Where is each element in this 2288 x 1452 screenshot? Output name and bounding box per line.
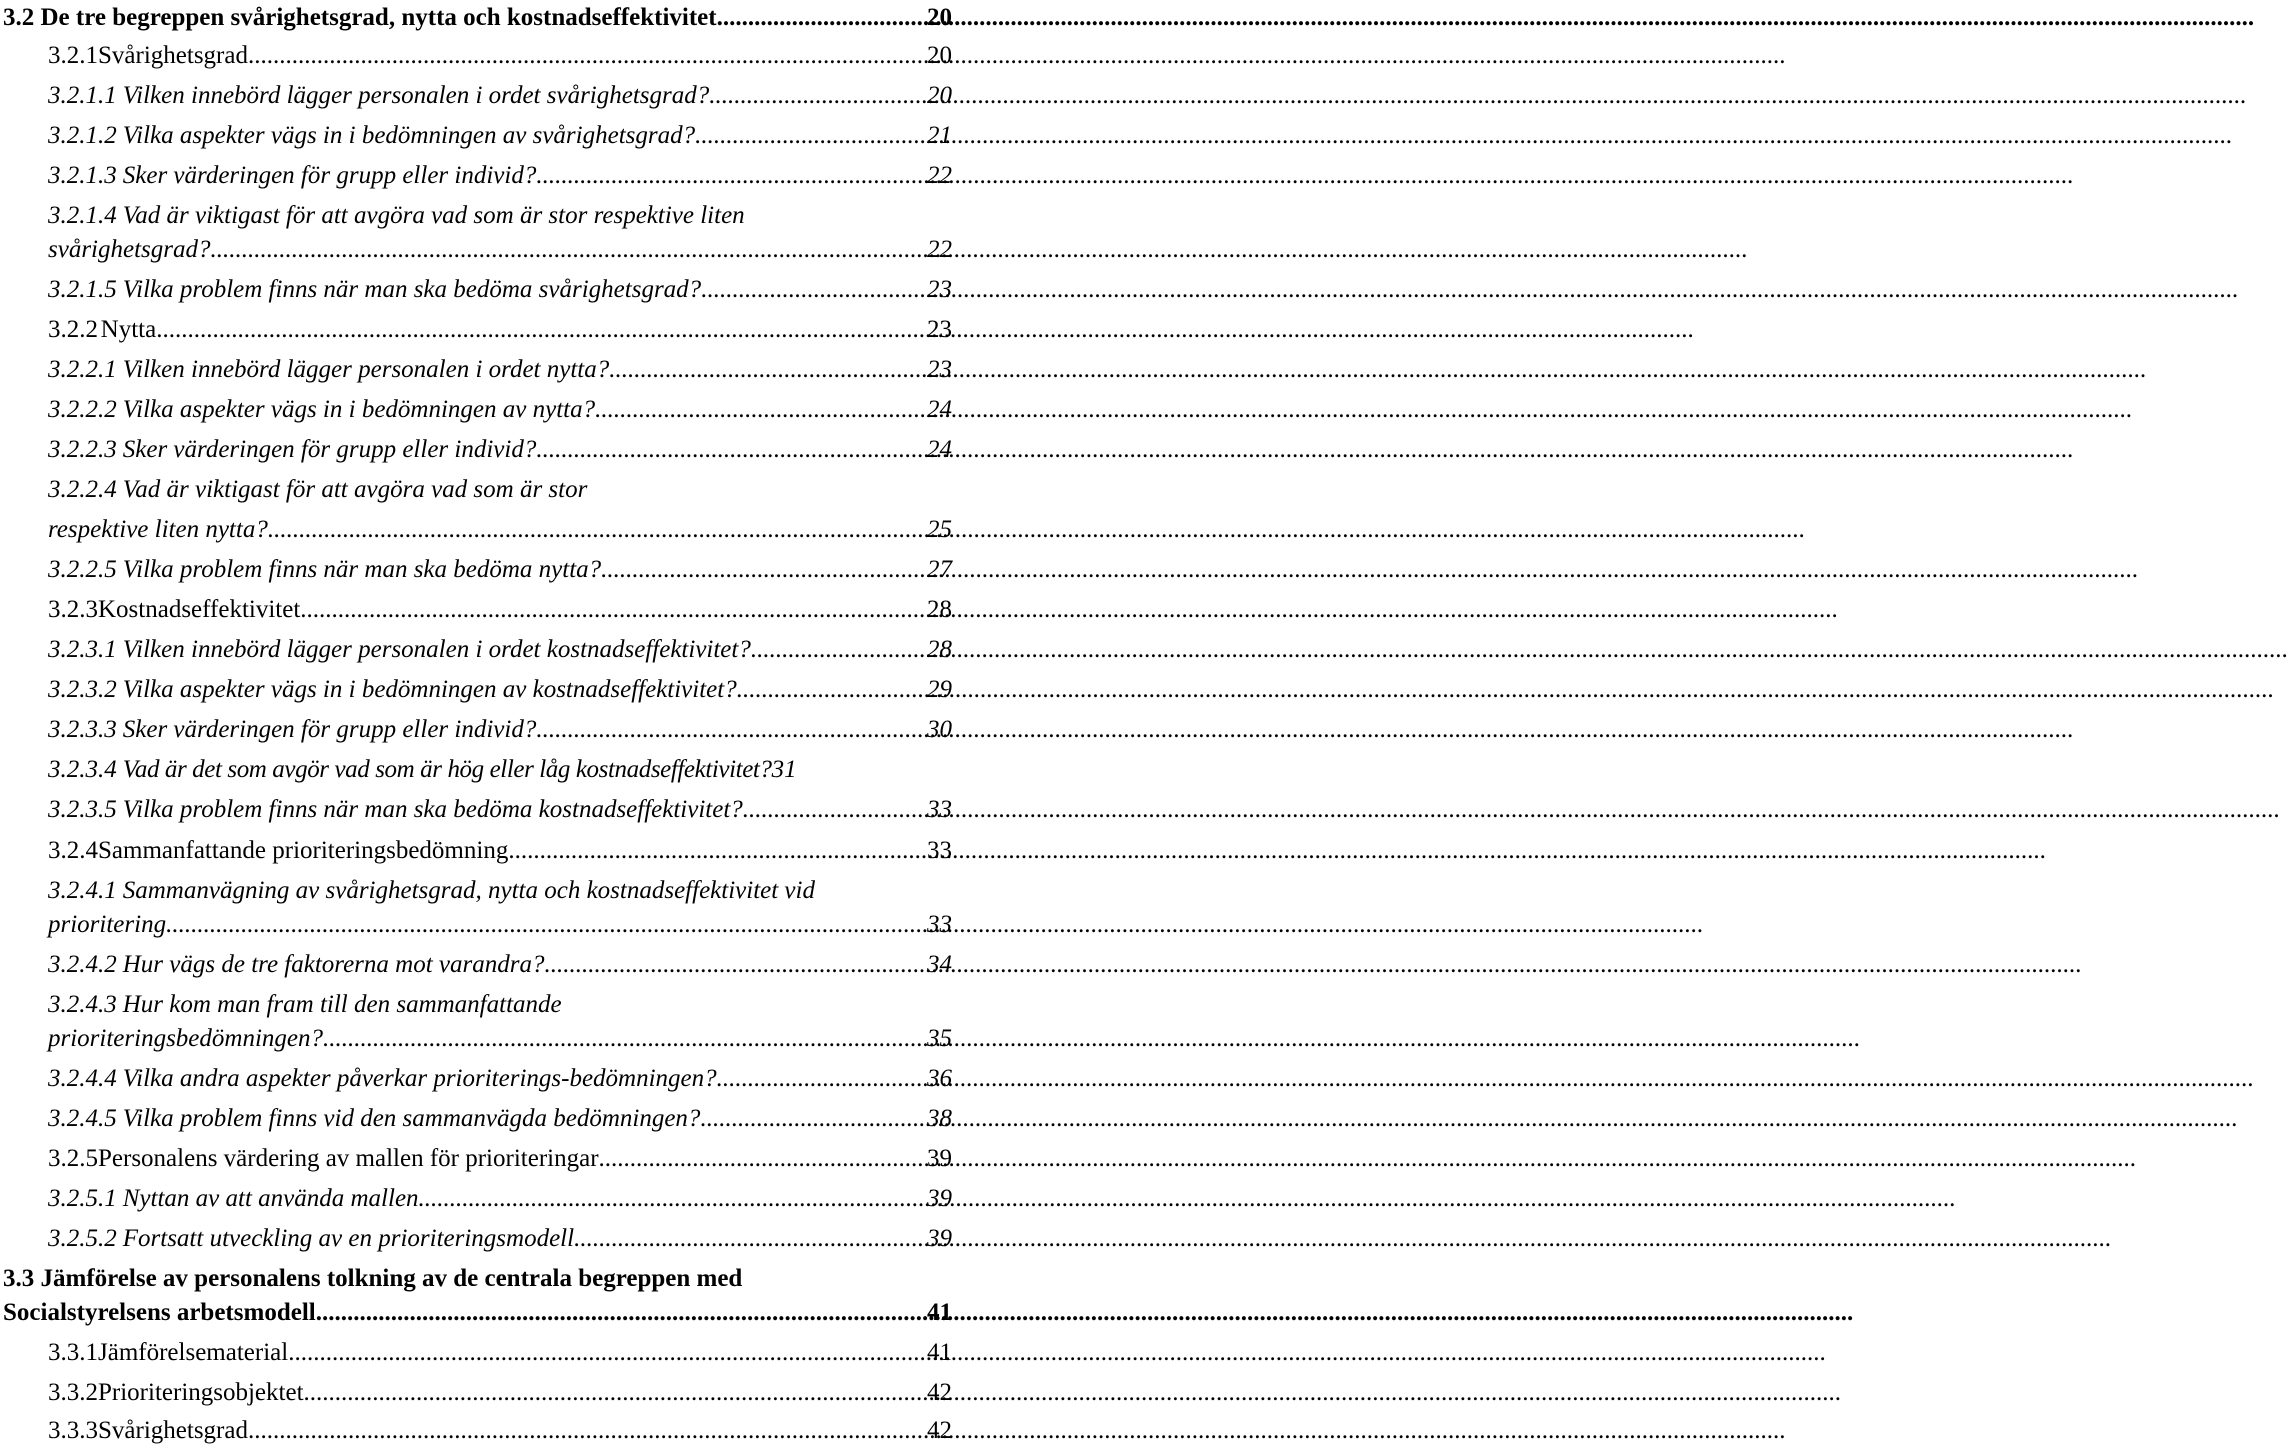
toc-entry[interactable] bbox=[48, 1414, 952, 1448]
toc-entry-number: 3.2.4.4 bbox=[48, 1065, 117, 1092]
toc-entry-page: 42 bbox=[927, 1379, 952, 1406]
toc-leader-dots bbox=[751, 633, 927, 667]
toc-leader-dots bbox=[709, 79, 927, 113]
toc-leader-dots bbox=[166, 908, 927, 942]
toc-leader-dots bbox=[536, 159, 927, 193]
toc-entry[interactable] bbox=[48, 159, 952, 193]
toc-leader-dots bbox=[268, 513, 927, 547]
toc-entry-page: 39 bbox=[927, 1225, 952, 1252]
toc-entry-title: Svårighetsgrad bbox=[98, 42, 248, 69]
toc-entry-title: Vilken innebörd lägger personalen i ordet svårighetsgrad? bbox=[122, 82, 710, 109]
toc-entry[interactable] bbox=[48, 553, 952, 587]
toc-entry-page: 28 bbox=[927, 596, 952, 623]
toc-entry-number: 3.2.4 bbox=[48, 837, 98, 864]
toc-entry[interactable] bbox=[48, 393, 952, 427]
toc-entry-number: 3.2 bbox=[3, 4, 35, 31]
toc-entry-page: 22 bbox=[927, 162, 952, 189]
toc-entry[interactable] bbox=[48, 834, 952, 868]
toc-entry[interactable] bbox=[48, 353, 952, 387]
toc-entry[interactable] bbox=[48, 874, 952, 908]
toc-entry-title: Vilka aspekter vägs in i bedömningen av nytta? bbox=[122, 396, 596, 423]
toc-entry-page: 23 bbox=[927, 316, 952, 343]
toc-entry-title: Hur vägs de tre faktorerna mot varandra? bbox=[122, 951, 545, 978]
toc-entry[interactable] bbox=[48, 199, 952, 233]
toc-entry-title: Svårighetsgrad bbox=[98, 1417, 248, 1444]
toc-entry-page: 20 bbox=[927, 42, 952, 69]
toc-entry-number: 3.2.3.4 bbox=[48, 756, 117, 783]
toc-entry[interactable] bbox=[48, 1222, 952, 1256]
toc-entry-number: 3.2.1 bbox=[48, 42, 98, 69]
toc-entry[interactable] bbox=[48, 473, 952, 507]
toc-entry-title: Hur kom man fram till den sammanfattande bbox=[122, 991, 562, 1018]
toc-entry-number: 3.3.1 bbox=[48, 1339, 98, 1366]
toc-entry-title: Sker värderingen för grupp eller individ? bbox=[122, 162, 537, 189]
toc-leader-dots bbox=[536, 433, 927, 467]
toc-entry-number: 3.2.1.1 bbox=[48, 82, 117, 109]
toc-entry-number: 3.2.3.3 bbox=[48, 716, 117, 743]
toc-entry-page: 33 bbox=[927, 837, 952, 864]
toc-leader-dots bbox=[700, 1102, 927, 1136]
toc-leader-dots bbox=[419, 1182, 927, 1216]
toc-entry[interactable] bbox=[48, 1102, 952, 1136]
toc-entry-title: Vilka andra aspekter påverkar prioriterings-bedömningen? bbox=[122, 1065, 717, 1092]
toc-entry-number: 3.2.5 bbox=[48, 1145, 98, 1172]
toc-entry-page: 33 bbox=[927, 796, 952, 823]
toc-entry-continuation[interactable] bbox=[48, 513, 952, 547]
toc-entry-title: Vad är viktigast för att avgöra vad som är stor bbox=[122, 476, 588, 503]
toc-entry-page: 23 bbox=[927, 276, 952, 303]
toc-entry-title-continued: prioritering bbox=[48, 911, 167, 938]
toc-entry-page: 42 bbox=[927, 1417, 952, 1444]
toc-entry[interactable] bbox=[48, 988, 952, 1022]
toc-entry-number: 3.2.1.3 bbox=[48, 162, 117, 189]
toc-entry[interactable] bbox=[3, 1, 952, 35]
toc-entry-number: 3.3.2 bbox=[48, 1379, 98, 1406]
toc-entry-page: 24 bbox=[927, 396, 952, 423]
toc-entry-number: 3.2.4.1 bbox=[48, 877, 117, 904]
toc-entry-page: 23 bbox=[927, 356, 952, 383]
toc-entry-title: Vilka aspekter vägs in i bedömningen av kostnadseffektivitet? bbox=[122, 676, 737, 703]
toc-entry-page: 25 bbox=[927, 516, 952, 543]
toc-leader-dots bbox=[701, 273, 927, 307]
toc-entry[interactable] bbox=[48, 119, 952, 153]
toc-entry-title-continued: Socialstyrelsens arbetsmodell bbox=[3, 1299, 316, 1326]
toc-entry-title-continued: svårighetsgrad? bbox=[48, 236, 211, 263]
toc-entry-number: 3.2.2.2 bbox=[48, 396, 117, 423]
toc-leader-dots bbox=[211, 233, 928, 267]
toc-entry-page: 35 bbox=[927, 1025, 952, 1052]
toc-leader-dots bbox=[323, 1022, 927, 1056]
toc-leader-dots bbox=[536, 713, 927, 747]
toc-entry-page: 30 bbox=[927, 716, 952, 743]
toc-entry-page: 36 bbox=[927, 1065, 952, 1092]
toc-entry-number: 3.2.5.2 bbox=[48, 1225, 117, 1252]
toc-entry[interactable] bbox=[48, 313, 952, 347]
toc-entry-page: 39 bbox=[927, 1145, 952, 1172]
toc-entry-number: 3.2.2.1 bbox=[48, 356, 117, 383]
toc-entry-number: 3.2.2.3 bbox=[48, 436, 117, 463]
toc-entry-number: 3.2.4.5 bbox=[48, 1105, 117, 1132]
toc-entry-title-continued: respektive liten nytta? bbox=[48, 516, 268, 543]
toc-entry-title: Vilka aspekter vägs in i bedömningen av svårighetsgrad? bbox=[122, 122, 696, 149]
toc-entry-continuation[interactable] bbox=[3, 1296, 952, 1330]
toc-entry-page: 20 bbox=[927, 82, 952, 109]
toc-entry-number: 3.2.3.5 bbox=[48, 796, 117, 823]
toc-leader-dots bbox=[595, 393, 927, 427]
toc-entry-page: 31 bbox=[771, 756, 797, 783]
toc-entry-page: 41 bbox=[927, 1339, 952, 1366]
toc-leader-dots bbox=[156, 313, 927, 347]
toc-leader-dots bbox=[300, 593, 927, 627]
toc-entry-number: 3.2.2 bbox=[48, 316, 98, 343]
toc-leader-dots bbox=[288, 1336, 927, 1370]
toc-entry[interactable] bbox=[3, 1262, 952, 1296]
toc-entry-page: 34 bbox=[927, 951, 952, 978]
toc-entry-number: 3.2.1.5 bbox=[48, 276, 117, 303]
toc-entry-number: 3.2.4.3 bbox=[48, 991, 117, 1018]
toc-entry-title: Vilka problem finns när man ska bedöma kostnadseffektivitet? bbox=[122, 796, 743, 823]
toc-entry-title: Vilka problem finns vid den sammanvägda bedömningen? bbox=[122, 1105, 701, 1132]
toc-entry[interactable] bbox=[48, 713, 952, 747]
toc-entry-title: Vilken innebörd lägger personalen i ordet kostnadseffektivitet? bbox=[122, 636, 751, 663]
toc-leader-dots bbox=[544, 948, 927, 982]
toc-entry-page: 24 bbox=[927, 436, 952, 463]
toc-entry-page: 20 bbox=[927, 4, 952, 31]
toc-entry[interactable] bbox=[48, 633, 952, 667]
toc-entry[interactable] bbox=[48, 948, 952, 982]
toc-entry-title: Sammanvägning av svårighetsgrad, nytta och kostnadseffektivitet vid bbox=[122, 877, 815, 904]
toc-leader-dots bbox=[601, 553, 927, 587]
toc-entry-number: 3.3 bbox=[3, 1265, 35, 1292]
toc-entry[interactable] bbox=[48, 753, 952, 787]
toc-entry[interactable] bbox=[48, 793, 952, 827]
toc-entry-title: Nyttan av att använda mallen bbox=[122, 1185, 419, 1212]
toc-entry-title: De tre begreppen svårighetsgrad, nytta och kostnadseffektivitet bbox=[40, 4, 717, 31]
toc-entry[interactable] bbox=[48, 1336, 952, 1370]
toc-entry[interactable] bbox=[48, 39, 952, 73]
toc-entry-number: 3.2.2.4 bbox=[48, 476, 117, 503]
toc-entry-title: Vilka problem finns när man ska bedöma nytta? bbox=[122, 556, 602, 583]
toc-entry[interactable] bbox=[48, 1376, 952, 1410]
toc-leader-dots bbox=[737, 673, 927, 707]
toc-entry-continuation[interactable] bbox=[48, 233, 952, 267]
toc-entry-title: Nytta bbox=[100, 316, 157, 343]
toc-entry[interactable] bbox=[48, 593, 952, 627]
toc-entry-title-continued: prioriteringsbedömningen? bbox=[48, 1025, 323, 1052]
toc-entry[interactable] bbox=[48, 1142, 952, 1176]
toc-entry-number: 3.2.4.2 bbox=[48, 951, 117, 978]
toc-entry-title: Jämförelsematerial bbox=[98, 1339, 289, 1366]
toc-entry-title: Kostnadseffektivitet bbox=[98, 596, 301, 623]
toc-entry-number: 3.2.5.1 bbox=[48, 1185, 117, 1212]
toc-entry-title: Jämförelse av personalens tolkning av de centrala begreppen med bbox=[40, 1265, 743, 1292]
toc-entry-continuation[interactable] bbox=[48, 908, 952, 942]
toc-entry[interactable] bbox=[48, 1182, 952, 1216]
toc-leader-dots bbox=[743, 793, 927, 827]
toc-entry-title: Sammanfattande prioriteringsbedömning bbox=[98, 837, 509, 864]
toc-leader-dots bbox=[248, 1414, 927, 1448]
toc-leader-dots bbox=[717, 1, 927, 35]
toc-entry-number: 3.2.1.2 bbox=[48, 122, 117, 149]
toc-entry-title: Prioriteringsobjektet bbox=[98, 1379, 304, 1406]
toc-entry-title: Vad är viktigast för att avgöra vad som är stor respektive liten bbox=[122, 202, 745, 229]
toc-leader-dots bbox=[609, 353, 927, 387]
toc-entry-page: 39 bbox=[927, 1185, 952, 1212]
toc-entry-page: 33 bbox=[927, 911, 952, 938]
toc-leader-dots bbox=[316, 1296, 927, 1330]
toc-entry-page: 21 bbox=[927, 122, 952, 149]
toc-leader-dots bbox=[248, 39, 927, 73]
toc-entry-number: 3.2.2.5 bbox=[48, 556, 117, 583]
toc-entry-title: Personalens värdering av mallen för prioriteringar bbox=[98, 1145, 599, 1172]
toc-entry-number: 3.2.1.4 bbox=[48, 202, 117, 229]
toc-entry-number: 3.2.3.2 bbox=[48, 676, 117, 703]
toc-entry-page: 27 bbox=[927, 556, 952, 583]
toc-entry-number: 3.3.3 bbox=[48, 1417, 98, 1444]
toc-leader-dots bbox=[717, 1062, 927, 1096]
toc-entry[interactable] bbox=[48, 673, 952, 707]
toc-leader-dots bbox=[599, 1142, 927, 1176]
toc-entry-title: Sker värderingen för grupp eller individ? bbox=[122, 716, 537, 743]
toc-leader-dots bbox=[508, 834, 927, 868]
toc-leader-dots bbox=[304, 1376, 927, 1410]
toc-entry[interactable] bbox=[48, 79, 952, 113]
toc-entry-title: Vilken innebörd lägger personalen i ordet nytta? bbox=[122, 356, 610, 383]
toc-entry[interactable] bbox=[48, 433, 952, 467]
toc-entry-page: 22 bbox=[927, 236, 952, 263]
toc-entry-continuation[interactable] bbox=[48, 1022, 952, 1056]
toc-entry-page: 38 bbox=[927, 1105, 952, 1132]
toc-entry-number: 3.2.3.1 bbox=[48, 636, 117, 663]
toc-entry-title: Vilka problem finns när man ska bedöma svårighetsgrad? bbox=[122, 276, 702, 303]
toc-entry-page: 28 bbox=[927, 636, 952, 663]
toc-entry[interactable] bbox=[48, 1062, 952, 1096]
toc-entry[interactable] bbox=[48, 273, 952, 307]
toc-entry-number: 3.2.3 bbox=[48, 596, 98, 623]
toc-entry-title: Vad är det som avgör vad som är hög eller låg kostnadseffektivitet? bbox=[122, 756, 772, 783]
toc-leader-dots bbox=[695, 119, 927, 153]
toc-entry-title: Sker värderingen för grupp eller individ? bbox=[122, 436, 537, 463]
toc-entry-page: 29 bbox=[927, 676, 952, 703]
toc-entry-page: 41 bbox=[927, 1299, 952, 1326]
toc-entry-title: Fortsatt utveckling av en prioriteringsmodell bbox=[122, 1225, 575, 1252]
toc-leader-dots bbox=[574, 1222, 927, 1256]
